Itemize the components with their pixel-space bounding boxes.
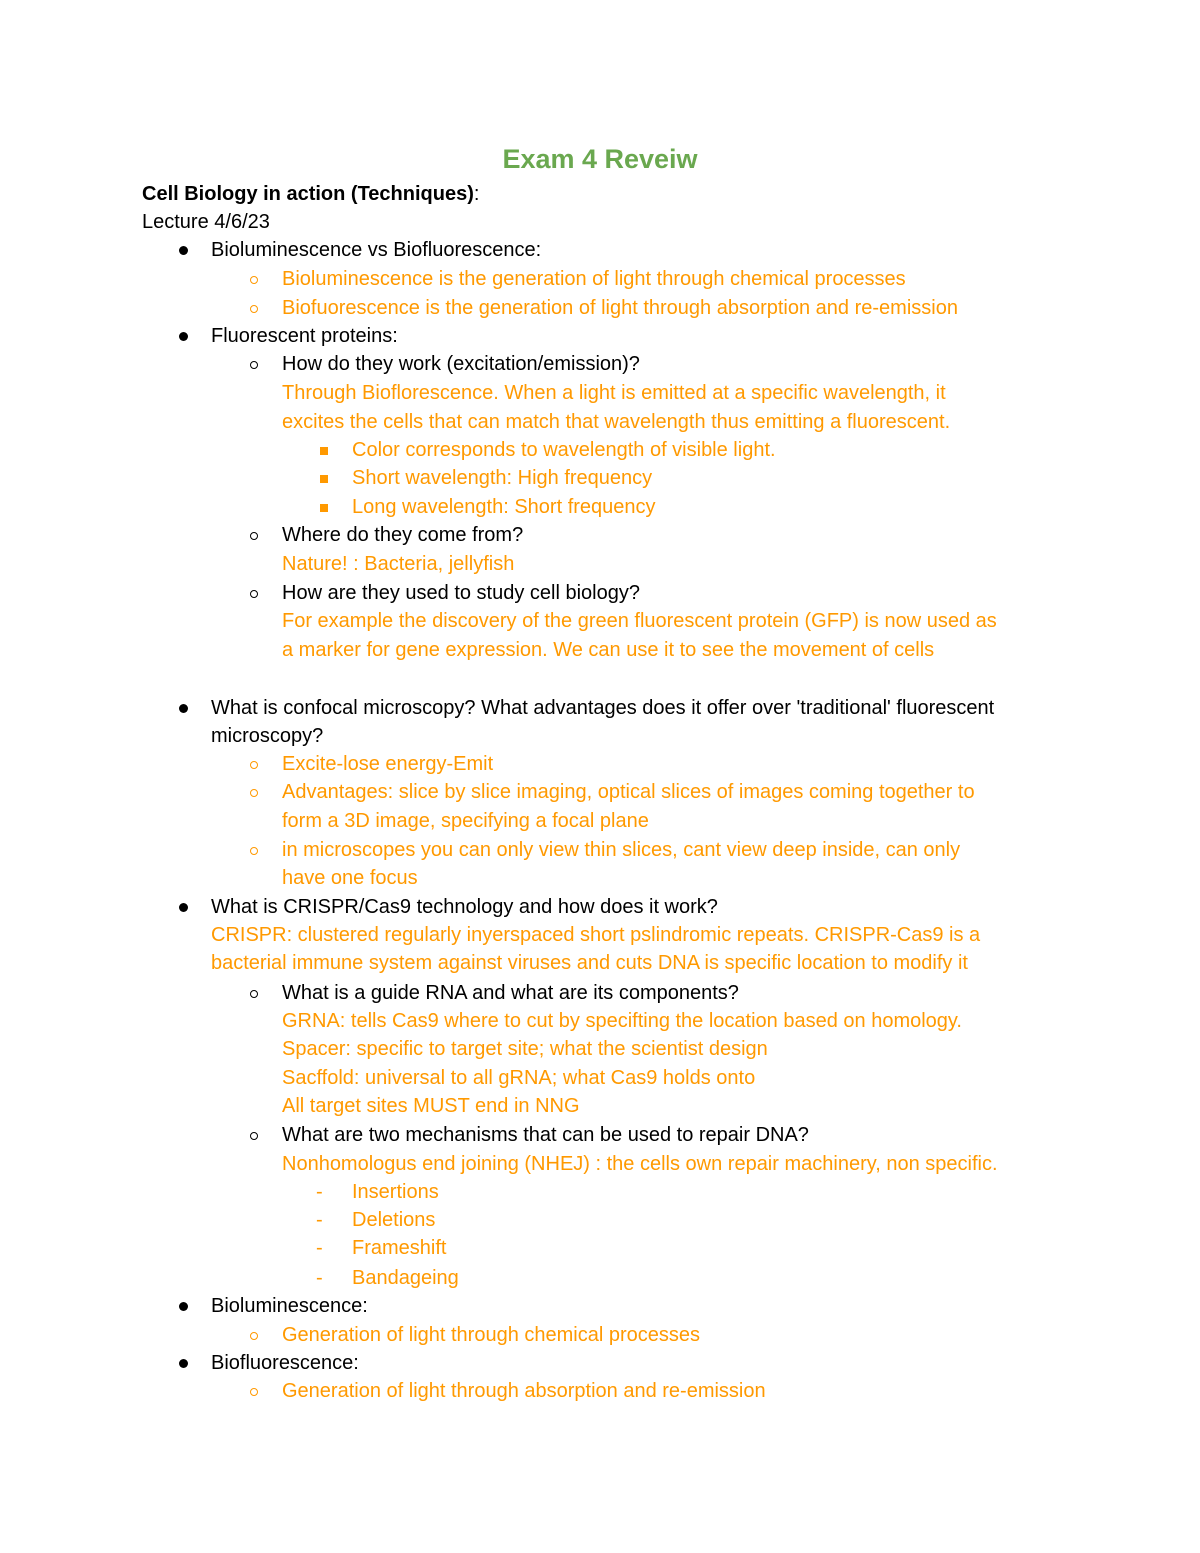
bullet-circle-icon	[250, 1388, 258, 1396]
answer-text: Through Bioflorescence. When a light is emitted at a specific wavelength, it	[282, 382, 946, 404]
bullet-square-icon	[320, 504, 328, 512]
question-text: Biofluorescence:	[211, 1352, 359, 1374]
question-text: microscopy?	[211, 725, 324, 747]
answer-text: have one focus	[282, 867, 418, 889]
document-title: Exam 4 Reveiw	[502, 144, 698, 174]
answer-text: Generation of light through chemical processes	[282, 1324, 701, 1346]
answer-text: Excite-lose energy-Emit	[282, 753, 494, 775]
answer-text: Insertions	[352, 1181, 439, 1203]
answer-text: GRNA: tells Cas9 where to cut by specifting the location based on homology.	[282, 1010, 962, 1032]
bullet-dash-icon: -	[316, 1181, 323, 1203]
answer-text: excites the cells that can match that wavelength thus emitting a fluorescent.	[282, 411, 951, 433]
bullet-circle-icon	[250, 361, 258, 369]
answer-text: Bandageing	[352, 1267, 459, 1289]
bullet-circle-icon	[250, 305, 258, 313]
answer-text: Biofuorescence is the generation of light through absorption and re-emission	[282, 297, 958, 319]
bullet-dash-icon: -	[316, 1209, 323, 1231]
bullet-square-icon	[320, 475, 328, 483]
bullet-square-icon	[320, 447, 328, 455]
bullet-circle-icon	[250, 276, 258, 284]
answer-text: bacterial immune system against viruses and cuts DNA is specific location to modify it	[211, 952, 968, 974]
answer-text: Spacer: specific to target site; what the scientist design	[282, 1038, 768, 1060]
bullet-dot-icon	[179, 704, 188, 713]
section-heading-row	[142, 182, 479, 206]
answer-text: Frameshift	[352, 1237, 447, 1259]
question-text: What is confocal microscopy? What advantages does it offer over 'traditional' fluorescent	[211, 697, 995, 719]
bullet-circle-icon	[250, 1332, 258, 1340]
answer-text: Long wavelength: Short frequency	[352, 496, 656, 518]
bullet-dot-icon	[179, 1302, 188, 1311]
question-text: What are two mechanisms that can be used to repair DNA?	[282, 1124, 809, 1146]
bullet-dot-icon	[179, 1359, 188, 1368]
bullet-circle-icon	[250, 590, 258, 598]
answer-text: Nature! : Bacteria, jellyfish	[282, 553, 515, 575]
bullet-circle-icon	[250, 761, 258, 769]
bullet-circle-icon	[250, 1132, 258, 1140]
answer-text: CRISPR: clustered regularly inyerspaced short pslindromic repeats. CRISPR-Cas9 is a	[211, 924, 981, 946]
question-text: How do they work (excitation/emission)?	[282, 353, 640, 375]
answer-text: Advantages: slice by slice imaging, optical slices of images coming together to	[282, 781, 975, 803]
answer-text: Generation of light through absorption and re-emission	[282, 1380, 766, 1402]
answer-text: Nonhomologus end joining (NHEJ) : the cells own repair machinery, non specific.	[282, 1153, 998, 1175]
answer-text: All target sites MUST end in NNG	[282, 1095, 580, 1117]
bullet-circle-icon	[250, 847, 258, 855]
question-text: Where do they come from?	[282, 524, 524, 546]
question-text: What is CRISPR/Cas9 technology and how does it work?	[211, 896, 718, 918]
bullet-circle-icon	[250, 990, 258, 998]
question-text: Bioluminescence vs Biofluorescence:	[211, 239, 542, 261]
question-text: Fluorescent proteins:	[211, 325, 398, 347]
bullet-dot-icon	[179, 246, 188, 255]
bullet-circle-icon	[250, 532, 258, 540]
bullet-dot-icon	[179, 903, 188, 912]
answer-text: Deletions	[352, 1209, 436, 1231]
answer-text: a marker for gene expression. We can use it to see the movement of cells	[282, 639, 935, 661]
bullet-dash-icon: -	[316, 1267, 323, 1289]
answer-text: Bioluminescence is the generation of light through chemical processes	[282, 268, 906, 290]
answer-text: Sacffold: universal to all gRNA; what Cas9 holds onto	[282, 1067, 756, 1089]
question-text: Bioluminescence:	[211, 1295, 368, 1317]
question-text: What is a guide RNA and what are its components?	[282, 982, 739, 1004]
question-text: How are they used to study cell biology?	[282, 582, 640, 604]
bullet-circle-icon	[250, 789, 258, 797]
answer-text: in microscopes you can only view thin slices, cant view deep inside, can only	[282, 839, 961, 861]
section-heading: Cell Biology in action (Techniques)	[142, 183, 474, 205]
bullet-dot-icon	[179, 332, 188, 341]
answer-text: Short wavelength: High frequency	[352, 467, 653, 489]
bullet-dash-icon: -	[316, 1237, 323, 1259]
answer-text: form a 3D image, specifying a focal plane	[282, 810, 649, 832]
answer-text: Color corresponds to wavelength of visible light.	[352, 439, 776, 461]
section-heading-colon: :	[473, 183, 480, 205]
answer-text: For example the discovery of the green fluorescent protein (GFP) is now used as	[282, 610, 997, 632]
lecture-date: Lecture 4/6/23	[142, 211, 270, 233]
